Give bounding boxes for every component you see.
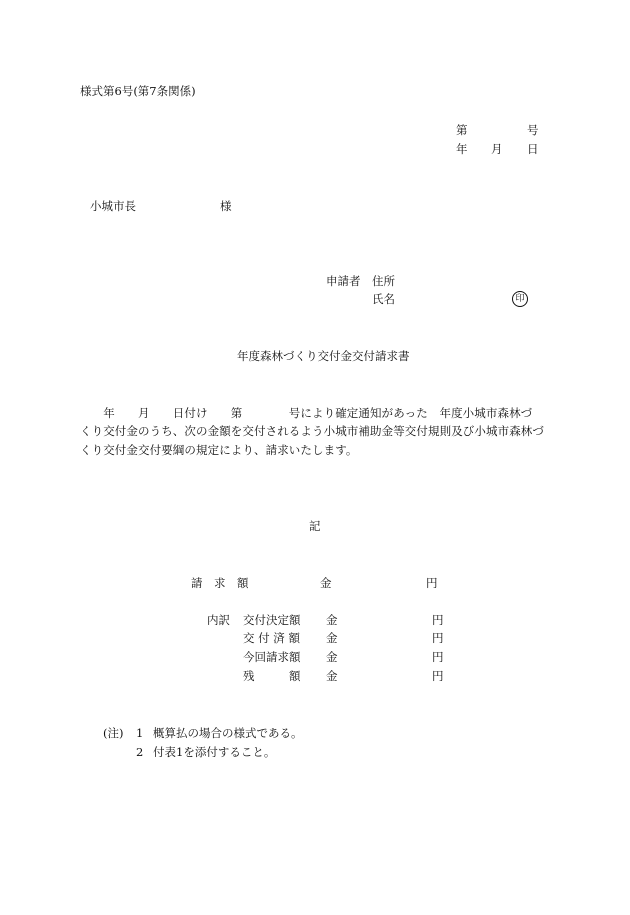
date-year-label: 年 (456, 142, 468, 156)
request-yen: 円 (426, 576, 438, 590)
document-title: 年度森林づくり交付金交付請求書 (237, 349, 410, 363)
ki-label: 記 (309, 519, 321, 533)
applicant-address-label: 住所 (372, 274, 395, 288)
breakdown-item-yen: 円 (432, 631, 444, 645)
form-number: 様式第6号(第7条関係) (80, 84, 196, 98)
breakdown-item-name: 残 額 (243, 669, 301, 683)
breakdown-item-yen: 円 (432, 650, 444, 664)
seal-mark: 印 (512, 291, 528, 307)
breakdown-item-name: 交 付 済 額 (243, 631, 300, 645)
breakdown-item-kin: 金 (326, 650, 338, 664)
note-number: 2 (136, 745, 144, 759)
request-amount-label: 請 求 額 (191, 576, 249, 590)
breakdown-item-kin: 金 (326, 613, 338, 627)
notes-label: (注) (103, 726, 124, 740)
breakdown-item-yen: 円 (432, 669, 444, 683)
breakdown-item-kin: 金 (326, 669, 338, 683)
doc-number-prefix: 第 (456, 123, 468, 137)
date-month-label: 月 (491, 142, 503, 156)
note-text: 概算払の場合の様式である。 (153, 726, 303, 740)
breakdown-item-name: 今回請求額 (243, 650, 301, 664)
date-day-label: 日 (527, 142, 539, 156)
note-number: 1 (136, 726, 144, 740)
applicant-name-label: 氏名 (372, 292, 395, 306)
body-line-2: くり交付金のうち、次の金額を交付されるよう小城市補助金等交付規則及び小城市森林づ (80, 424, 544, 438)
request-kin: 金 (320, 576, 332, 590)
addressee-honorific: 様 (220, 199, 232, 213)
body-line-1: 年 月 日付け 第 号により確定通知があった 年度小城市森林づ (80, 406, 533, 420)
breakdown-label: 内訳 (207, 613, 230, 627)
addressee-name: 小城市長 (90, 199, 136, 213)
breakdown-item-yen: 円 (432, 613, 444, 627)
breakdown-item-name: 交付決定額 (243, 613, 301, 627)
body-line-3: くり交付金交付要綱の規定により、請求いたします。 (80, 443, 358, 457)
note-text: 付表1を添付すること。 (153, 745, 276, 759)
applicant-label: 申請者 (326, 274, 361, 288)
breakdown-item-kin: 金 (326, 631, 338, 645)
doc-number-suffix: 号 (527, 123, 539, 137)
